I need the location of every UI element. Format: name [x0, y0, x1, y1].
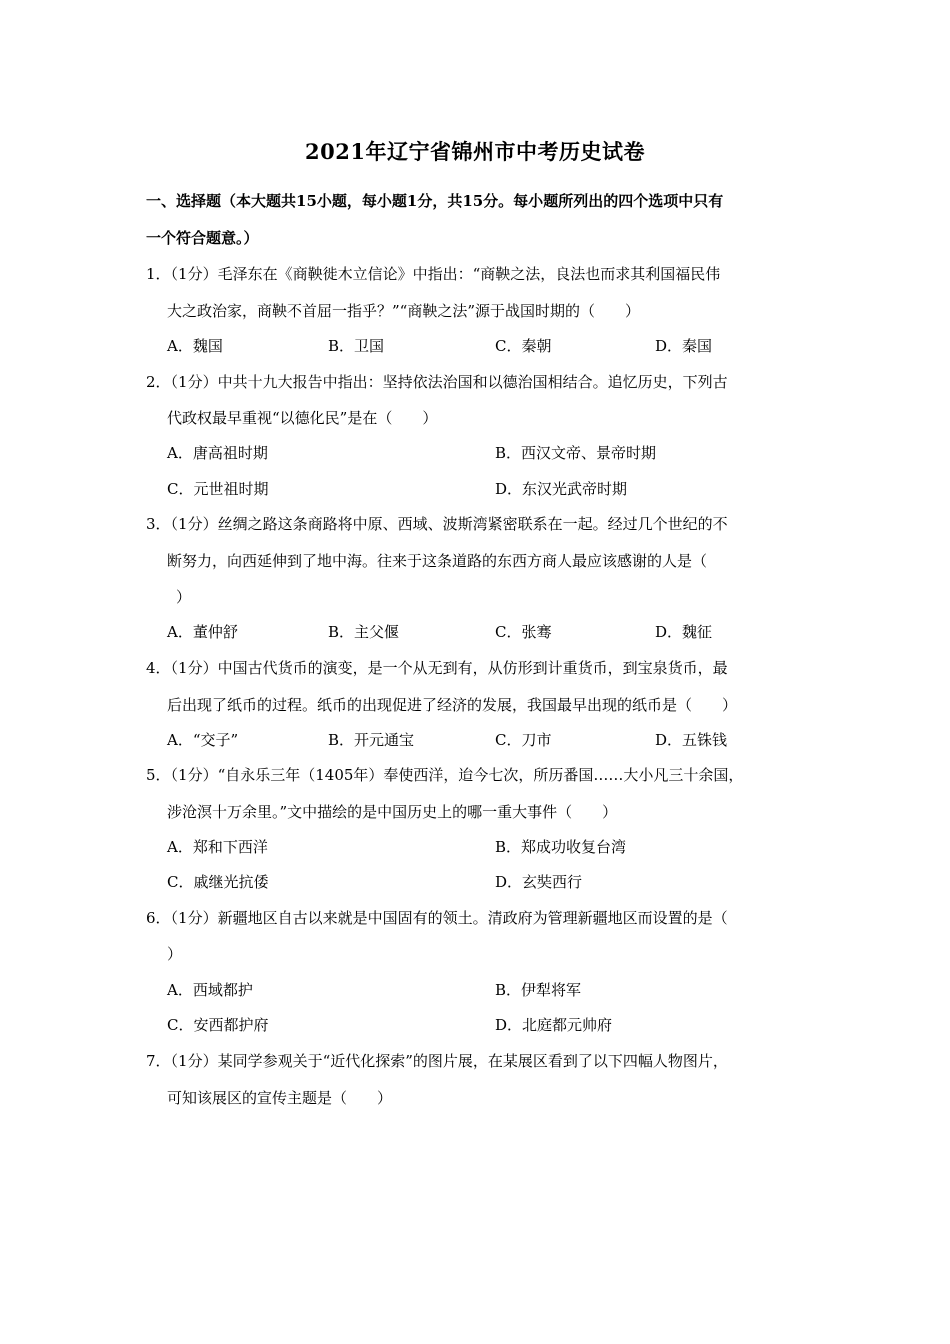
- question-7-line-1: 7．（1分）某同学参观关于“近代化探索”的图片展，在某展区看到了以下四幅人物图片，: [146, 1052, 728, 1070]
- section-heading-line-2: 一个符合题意。）: [146, 229, 259, 247]
- question-7-line-2: 可知该展区的宣传主题是（ ）: [167, 1089, 393, 1107]
- question-3-option-a[interactable]: A．董仲舒: [167, 623, 238, 641]
- page-title: 2021年辽宁省锦州市中考历史试卷: [305, 139, 645, 164]
- section-heading-line-1: 一、选择题（本大题共15小题，每小题1分，共15分。每小题所列出的四个选项中只有: [146, 192, 724, 210]
- question-4-option-c[interactable]: C．刀市: [495, 731, 552, 749]
- question-3-line-1: 3．（1分）丝绸之路这条商路将中原、西域、波斯湾紧密联系在一起。经过几个世纪的不: [146, 515, 728, 533]
- question-5-option-b[interactable]: B．郑成功收复台湾: [495, 838, 627, 856]
- question-2-option-a[interactable]: A．唐高祖时期: [167, 444, 268, 462]
- question-4-option-a[interactable]: A．“交子”: [167, 731, 239, 749]
- question-1-option-c[interactable]: C．秦朝: [495, 337, 552, 355]
- question-6-line-2: ）: [167, 945, 183, 963]
- question-1-option-b[interactable]: B．卫国: [328, 337, 385, 355]
- question-6-option-d[interactable]: D．北庭都元帅府: [495, 1016, 613, 1034]
- question-6-line-1: 6．（1分）新疆地区自古以来就是中国固有的领土。清政府为管理新疆地区而设置的是（: [146, 909, 728, 927]
- question-2-option-c[interactable]: C．元世祖时期: [167, 480, 269, 498]
- question-4-line-1: 4．（1分）中国古代货币的演变，是一个从无到有，从仿形到计重货币，到宝泉货币，最: [146, 659, 728, 677]
- question-2-option-b[interactable]: B．西汉文帝、景帝时期: [495, 444, 657, 462]
- question-3-line-3: ）: [176, 588, 192, 606]
- question-4-line-2: 后出现了纸币的过程。纸币的出现促进了经济的发展，我国最早出现的纸币是（ ）: [167, 696, 738, 714]
- question-2-option-d[interactable]: D．东汉光武帝时期: [495, 480, 628, 498]
- question-5-line-1: 5．（1分）“自永乐三年（1405年）奉使西洋，迨今七次，所历番国……大小凡三十余国，: [146, 766, 744, 784]
- question-3-option-d[interactable]: D．魏征: [655, 623, 713, 641]
- question-6-option-b[interactable]: B．伊犁将军: [495, 981, 582, 999]
- question-3-line-2: 断努力，向西延伸到了地中海。往来于这条道路的东西方商人最应该感谢的人是（: [167, 552, 708, 570]
- question-3-option-b[interactable]: B．主父偃: [328, 623, 400, 641]
- question-5-option-c[interactable]: C．戚继光抗倭: [167, 873, 269, 891]
- question-3-option-c[interactable]: C．张骞: [495, 623, 552, 641]
- question-4-option-d[interactable]: D．五铢钱: [655, 731, 728, 749]
- question-1-line-2: 大之政治家，商鞅不首屈一指乎？”“商鞅之法”源于战国时期的（ ）: [167, 302, 641, 320]
- question-6-option-c[interactable]: C．安西都护府: [167, 1016, 269, 1034]
- question-5-line-2: 涉沧溟十万余里。”文中描绘的是中国历史上的哪一重大事件（ ）: [167, 803, 618, 821]
- question-4-option-b[interactable]: B．开元通宝: [328, 731, 415, 749]
- question-2-line-1: 2．（1分）中共十九大报告中指出：坚持依法治国和以德治国相结合。追忆历史，下列古: [146, 373, 728, 391]
- question-5-option-a[interactable]: A．郑和下西洋: [167, 838, 268, 856]
- question-6-option-a[interactable]: A．西域都护: [167, 981, 253, 999]
- question-1-option-a[interactable]: A．魏国: [167, 337, 223, 355]
- question-2-line-2: 代政权最早重视“以德化民”是在（ ）: [167, 409, 438, 427]
- question-1-option-d[interactable]: D．秦国: [655, 337, 713, 355]
- question-5-option-d[interactable]: D．玄奘西行: [495, 873, 583, 891]
- question-1-line-1: 1．（1分）毛泽东在《商鞅徙木立信论》中指出：“商鞅之法，良法也而求其利国福民伟: [146, 265, 721, 283]
